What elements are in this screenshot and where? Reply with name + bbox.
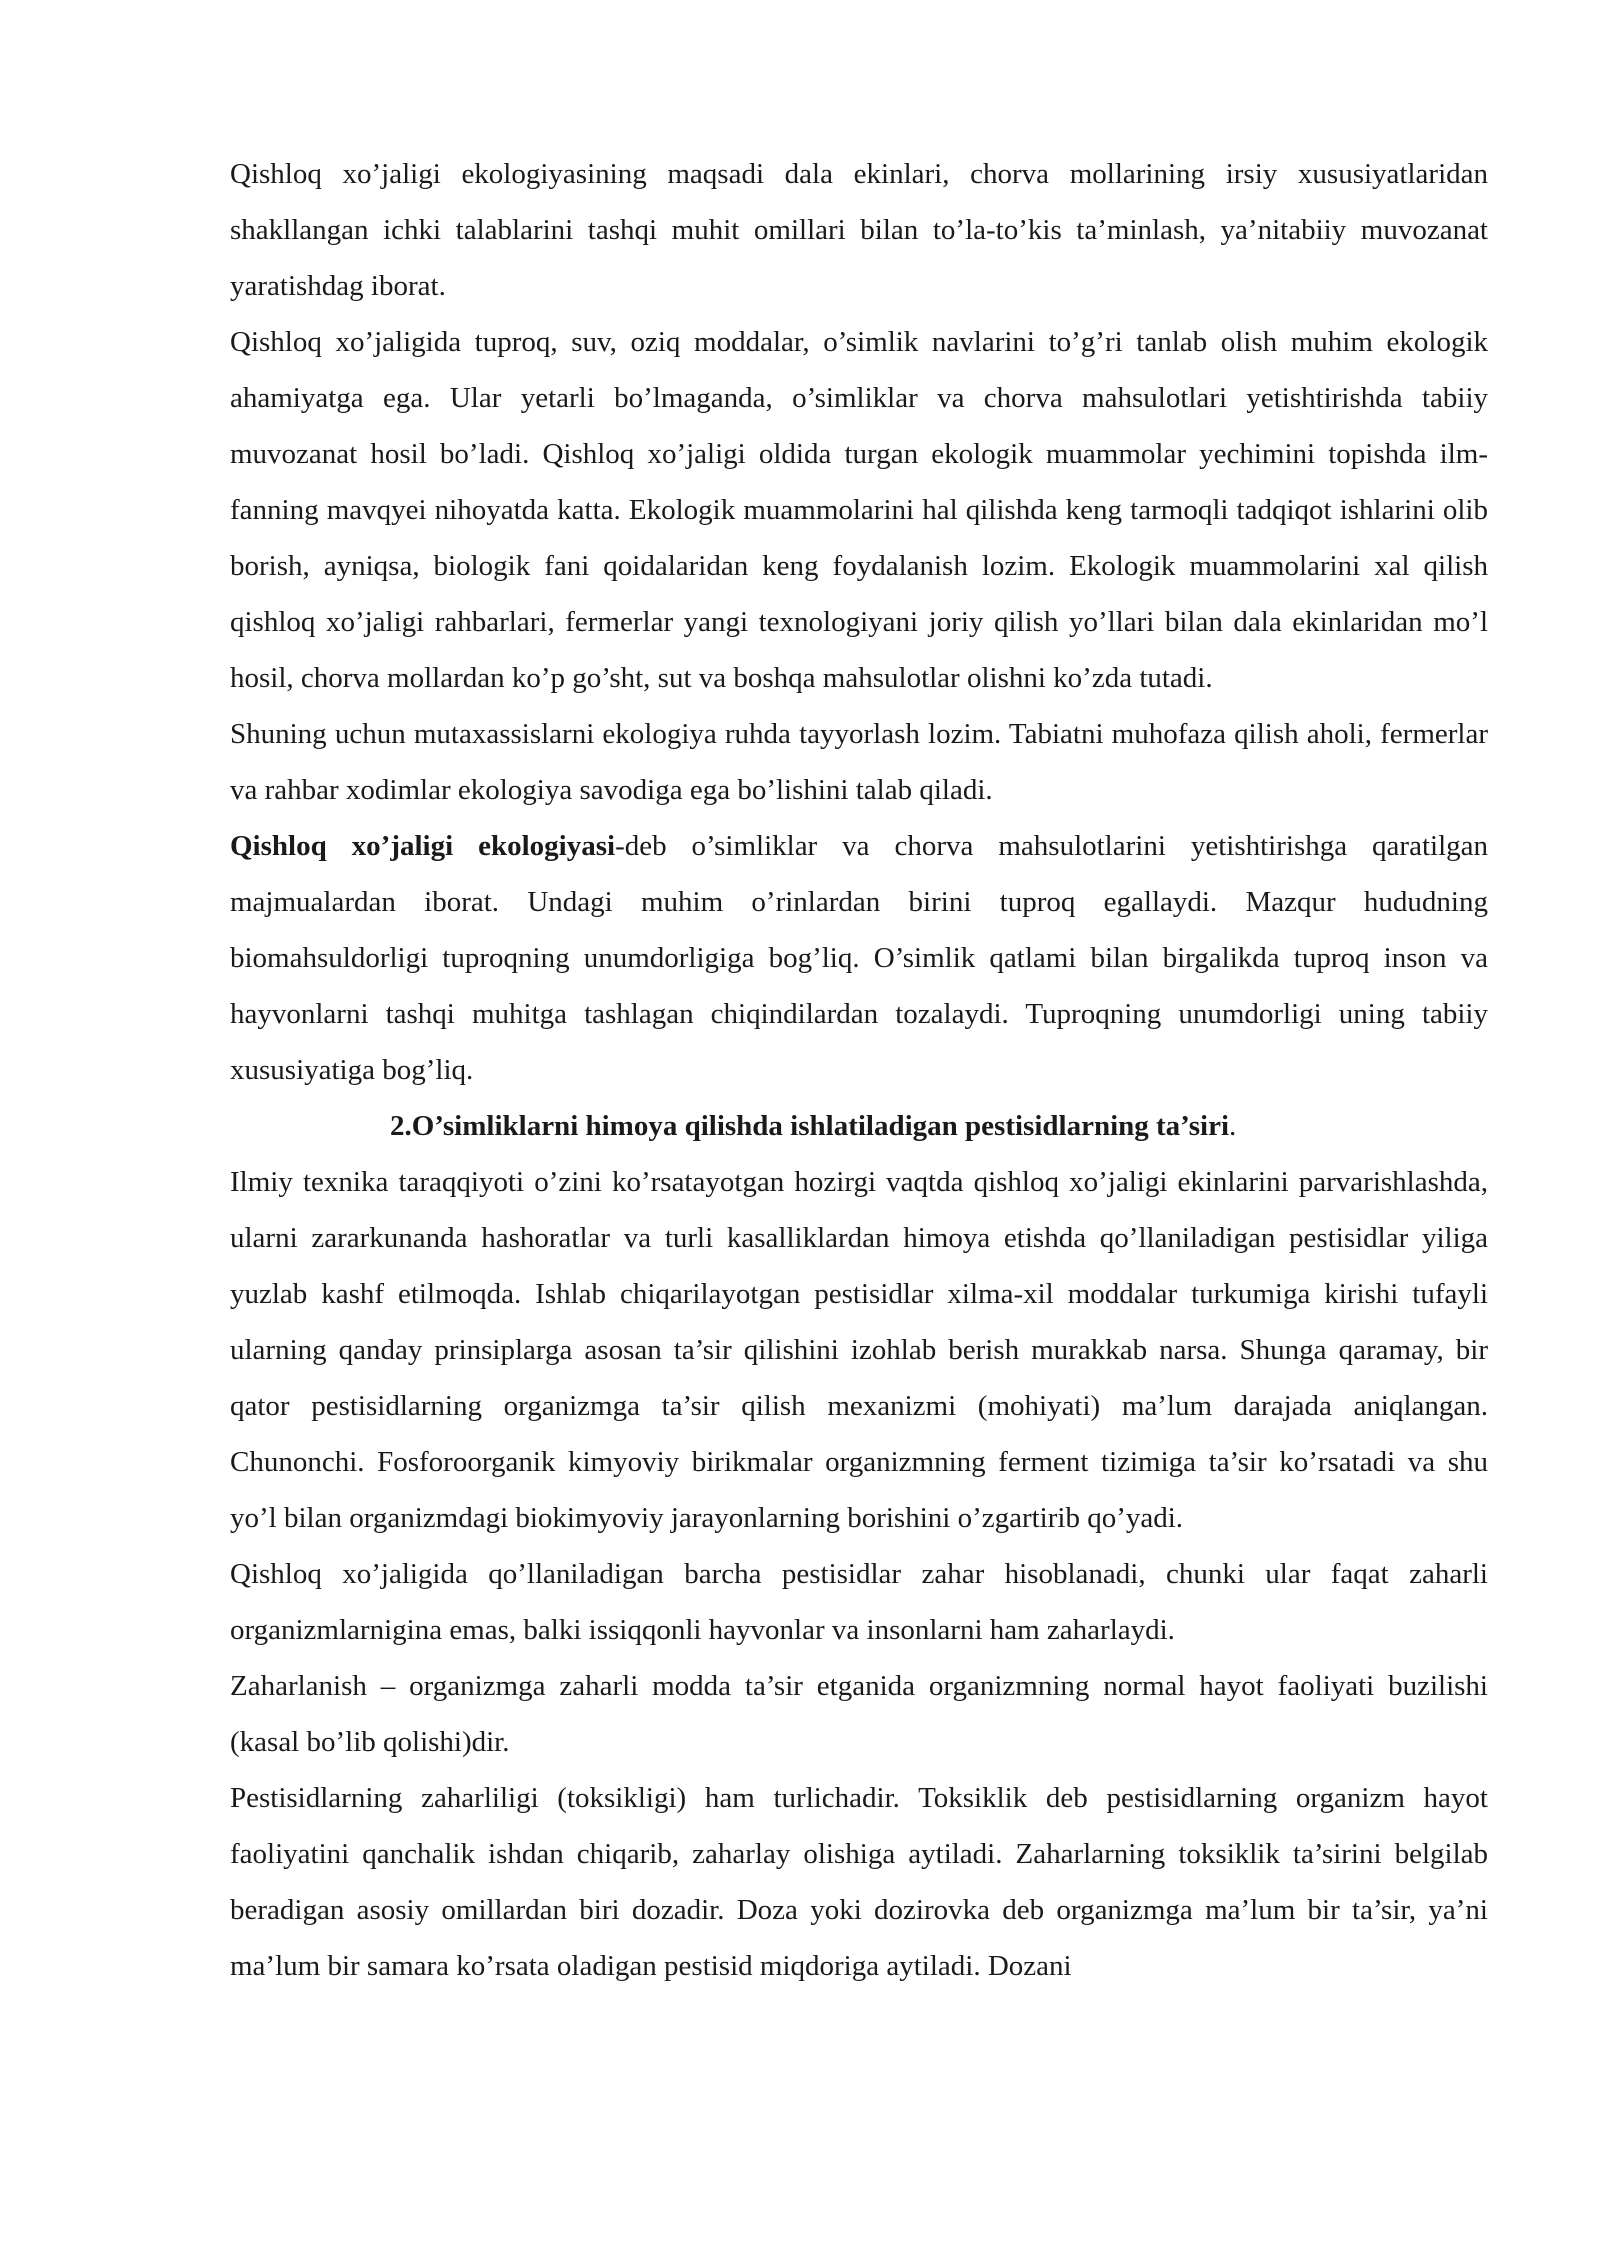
definition-term: Qishloq xo’jaligi ekologiyasi [230, 830, 616, 862]
paragraph-specialists: Shuning uchun mutaxassislarni ekologiya ruhda tayyorlash lozim. Tabiatni muhofaza qilish aholi, fermerlar va rahbar xodimlar ekologiya savodiga ega bo’lishini talab qiladi. [230, 718, 1488, 806]
document-page [230, 146, 1488, 1994]
section-heading-period: . [1229, 1110, 1237, 1142]
paragraph-toxicity: Pestisidlarning zaharliligi (toksikligi) ham turlichadir. Toksiklik deb pestisidlarning organizm hayot faoliyatini qanchalik ishdan chiqarib, zaharlay olishiga aytiladi. Zaharlarning toksiklik ta’sirini belgilab beradigan asosiy omillardan biri dozadir. Doza yoki dozirovka deb organizmga ma’lum bir ta’sir, ya’ni ma’lum bir samara ko’rsata oladigan pestisid miqdoriga aytiladi. Dozani [230, 1782, 1488, 1982]
section-heading [230, 1098, 1488, 1154]
paragraph-poisoning: Zaharlanish – organizmga zaharli modda ta’sir etganida organizmning normal hayot faoliyati buzilishi (kasal bo’lib qolishi)dir. [230, 1670, 1488, 1758]
paragraph-ecological-importance: Qishloq xo’jaligida tuproq, suv, oziq moddalar, o’simlik navlarini to’g’ri tanlab olish muhim ekologik ahamiyatga ega. Ular yetarli bo’lmaganda, o’simliklar va chorva mahsulotlari yetishtirishda tabiiy muvozanat hosil bo’ladi. Qishloq xo’jaligi oldida turgan ekologik muammolar yechimini topishda ilm-fanning mavqyei nihoyatda katta. Ekologik muammolarini hal qilishda keng tarmoqli tadqiqot ishlarini olib borish, ayniqsa, biologik fani qoidalaridan keng foydalanish lozim. Ekologik muammolarini xal qilish qishloq xo’jaligi rahbarlari, fermerlar yangi texnologiyani joriy qilish yo’llari bilan dala ekinlaridan mo’l hosil, chorva mollardan ko’p go’sht, sut va boshqa mahsulotlar olishni ko’zda tutadi. [230, 326, 1488, 694]
paragraph-pesticides-progress: Ilmiy texnika taraqqiyoti o’zini ko’rsatayotgan hozirgi vaqtda qishloq xo’jaligi ekinlarini parvarishlashda, ularni zararkunanda hashoratlar va turli kasalliklardan himoya etishda qo’llaniladigan pestisidlar yiliga yuzlab kashf etilmoqda. Ishlab chiqarilayotgan pestisidlar xilma-xil moddalar turkumiga kirishi tufayli ularning qanday prinsiplarga asosan ta’sir qilishini izohlab berish murakkab narsa. Shunga qaramay, bir qator pestisidlarning organizmga ta’sir qilish mexanizmi (mohiyati) ma’lum darajada aniqlangan. Chunonchi. Fosforoorganik kimyoviy birikmalar organizmning ferment tizimiga ta’sir ko’rsatadi va shu yo’l bilan organizmdagi biokimyoviy jarayonlarning borishini o’zgartirib qo’yadi. [230, 1166, 1488, 1534]
paragraph-pesticides-poison: Qishloq xo’jaligida qo’llaniladigan barcha pestisidlar zahar hisoblanadi, chunki ular faqat zaharli organizmlarnigina emas, balki issiqqonli hayvonlar va insonlarni ham zaharlaydi. [230, 1558, 1488, 1646]
paragraph-aim: Qishloq xo’jaligi ekologiyasining maqsadi dala ekinlari, chorva mollarining irsiy xususiyatlaridan shakllangan ichki talablarini tashqi muhit omillari bilan to’la-to’kis ta’minlash, ya’nitabiiy muvozanat yaratishdag iborat. [230, 158, 1488, 302]
section-heading-text: 2.O’simliklarni himoya qilishda ishlatiladigan pestisidlarning ta’siri [390, 1110, 1230, 1142]
definition-text: -deb o’simliklar va chorva mahsulotlarini yetishtirishga qaratilgan majmualardan iborat. Undagi muhim o’rinlardan birini tuproq egallaydi. Mazqur hududning biomahsuldorligi tuproqning unumdorligiga bog’liq. O’simlik qatlami bilan birgalikda tuproq inson va hayvonlarni tashqi muhitga tashlagan chiqindilardan tozalaydi. Tuproqning unumdorligi uning tabiiy xususiyatiga bog’liq. [230, 830, 1488, 1086]
paragraph-definition [230, 818, 1488, 1098]
